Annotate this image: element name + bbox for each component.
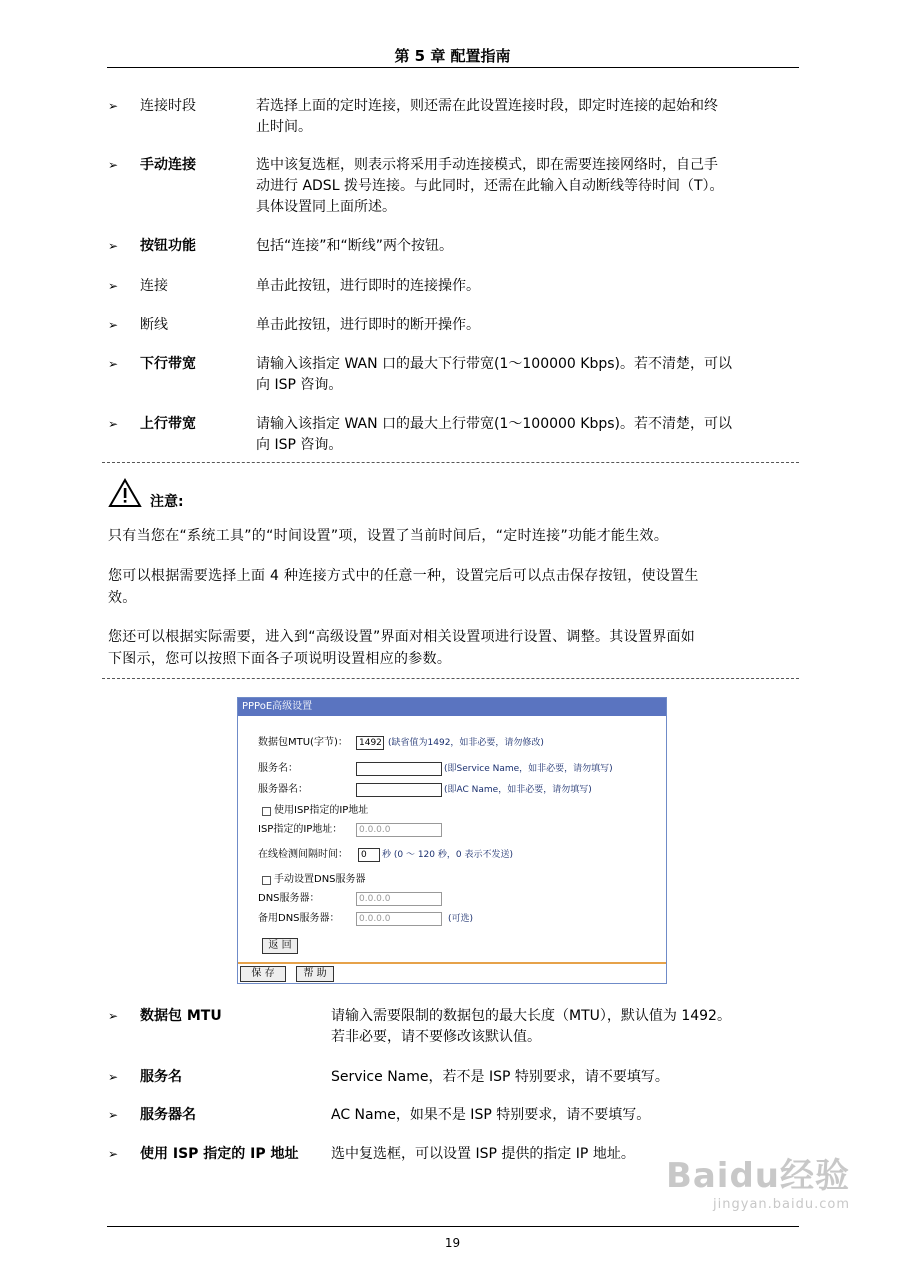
definition-text: 选中该复选框，则表示将采用手动连接模式，即在需要连接网络时，自己手 xyxy=(256,157,718,173)
divider-dashed xyxy=(102,678,799,679)
definition-term: 按钮功能 xyxy=(140,238,196,254)
divider-dashed xyxy=(102,462,799,463)
alt-dns-input[interactable]: 0.0.0.0 xyxy=(356,912,442,926)
bullet-icon: ➢ xyxy=(108,1070,119,1084)
definition-text: 请输入该指定 WAN 口的最大上行带宽(1～100000 Kbps)。若不清楚，可以 xyxy=(256,416,732,432)
definition-text: 向 ISP 咨询。 xyxy=(256,437,343,453)
note-paragraph-line: 下图示，您可以按照下面各子项说明设置相应的参数。 xyxy=(108,651,452,667)
isp-ip-input[interactable]: 0.0.0.0 xyxy=(356,823,442,837)
bullet-icon: ➢ xyxy=(108,99,119,113)
note-paragraph-line: 只有当您在“系统工具”的“时间设置”项，设置了当前时间后，“定时连接”功能才能生效。 xyxy=(108,528,669,544)
service-name-hint: (即Service Name，如非必要，请勿填写) xyxy=(444,764,613,774)
manual-dns-label: 手动设置DNS服务器 xyxy=(274,874,366,885)
note-paragraph-line: 效。 xyxy=(108,590,137,606)
interval-hint: 秒 (0 ～ 120 秒，0 表示不发送) xyxy=(382,850,513,860)
note-label: 注意: xyxy=(150,494,184,510)
watermark-url: jingyan.baidu.com xyxy=(713,1197,850,1212)
dns-input[interactable]: 0.0.0.0 xyxy=(356,892,442,906)
server-name-input[interactable] xyxy=(356,783,442,797)
definition-term: 下行带宽 xyxy=(140,356,196,372)
pppoe-settings-panel xyxy=(237,697,667,984)
definition-text: 单击此按钮，进行即时的连接操作。 xyxy=(256,278,480,294)
panel-title: PPPoE高级设置 xyxy=(238,698,666,716)
definition-text: 动进行 ADSL 拨号连接。与此同时，还需在此输入自动断线等待时间（T）。 xyxy=(256,178,724,194)
panel-bottom-rule xyxy=(238,962,666,964)
definition-text: 包括“连接”和“断线”两个按钮。 xyxy=(256,238,454,254)
alt-dns-label: 备用DNS服务器： xyxy=(258,913,340,924)
server-name-hint: (即AC Name，如非必要，请勿填写) xyxy=(444,785,592,795)
mtu-label: 数据包MTU(字节)： xyxy=(258,737,348,748)
note-paragraph-line: 您可以根据需要选择上面 4 种连接方式中的任意一种，设置完后可以点击保存按钮，使设置生 xyxy=(108,568,699,584)
mtu-input[interactable]: 1492 xyxy=(356,736,384,750)
definition-text: 请输入需要限制的数据包的最大长度（MTU），默认值为 1492。 xyxy=(331,1008,731,1024)
definition-text: 请输入该指定 WAN 口的最大下行带宽(1～100000 Kbps)。若不清楚，可以 xyxy=(256,356,732,372)
bullet-icon: ➢ xyxy=(108,158,119,172)
definition-term: 使用 ISP 指定的 IP 地址 xyxy=(140,1146,299,1162)
mtu-hint: (缺省值为1492，如非必要，请勿修改) xyxy=(388,738,544,748)
definition-term: 数据包 MTU xyxy=(140,1008,222,1024)
bullet-icon: ➢ xyxy=(108,318,119,332)
bullet-icon: ➢ xyxy=(108,239,119,253)
use-isp-ip-checkbox[interactable] xyxy=(262,807,271,816)
header-rule xyxy=(107,67,799,68)
bullet-icon: ➢ xyxy=(108,357,119,371)
definition-text: 止时间。 xyxy=(256,119,312,135)
definition-term: 连接 xyxy=(140,278,168,294)
isp-ip-label: ISP指定的IP地址： xyxy=(258,824,343,835)
definition-text: AC Name，如果不是 ISP 特别要求，请不要填写。 xyxy=(331,1107,651,1123)
interval-input[interactable]: 0 xyxy=(358,848,380,862)
watermark-brand: Baidu经验 xyxy=(665,1156,850,1196)
definition-text: 选中复选框，可以设置 ISP 提供的指定 IP 地址。 xyxy=(331,1146,635,1162)
definition-text: 具体设置同上面所述。 xyxy=(256,199,396,215)
watermark xyxy=(650,1148,850,1212)
note-paragraph-line: 您还可以根据实际需要，进入到“高级设置”界面对相关设置项进行设置、调整。其设置界面如 xyxy=(108,629,696,645)
bullet-icon: ➢ xyxy=(108,417,119,431)
definition-text: 若选择上面的定时连接，则还需在此设置连接时段，即定时连接的起始和终 xyxy=(256,98,718,114)
warning-icon xyxy=(108,478,142,508)
use-isp-ip-label: 使用ISP指定的IP地址 xyxy=(274,805,369,816)
bullet-icon: ➢ xyxy=(108,1009,119,1023)
definition-term: 服务器名 xyxy=(140,1107,196,1123)
chapter-header: 第 5 章 配置指南 xyxy=(394,47,511,65)
help-button[interactable]: 帮 助 xyxy=(296,966,334,982)
bullet-icon: ➢ xyxy=(108,1108,119,1122)
definition-text: 若非必要，请不要修改该默认值。 xyxy=(331,1029,541,1045)
page-number: 19 xyxy=(444,1236,461,1250)
bullet-icon: ➢ xyxy=(108,279,119,293)
definition-term: 服务名 xyxy=(140,1069,182,1085)
server-name-label: 服务器名： xyxy=(258,784,308,795)
definition-term: 断线 xyxy=(140,317,168,333)
back-button[interactable]: 返 回 xyxy=(262,938,298,954)
manual-dns-checkbox[interactable] xyxy=(262,876,271,885)
alt-dns-hint: (可选) xyxy=(448,914,474,924)
service-name-input[interactable] xyxy=(356,762,442,776)
dns-label: DNS服务器： xyxy=(258,893,320,904)
definition-text: 单击此按钮，进行即时的断开操作。 xyxy=(256,317,480,333)
definition-text: 向 ISP 咨询。 xyxy=(256,377,343,393)
service-name-label: 服务名： xyxy=(258,763,298,774)
footer-rule xyxy=(107,1226,799,1227)
definition-text: Service Name，若不是 ISP 特别要求，请不要填写。 xyxy=(331,1069,669,1085)
definition-term: 上行带宽 xyxy=(140,416,196,432)
interval-label: 在线检测间隔时间： xyxy=(258,849,348,860)
definition-term: 连接时段 xyxy=(140,98,196,114)
save-button[interactable]: 保 存 xyxy=(240,966,286,982)
definition-term: 手动连接 xyxy=(140,157,196,173)
bullet-icon: ➢ xyxy=(108,1147,119,1161)
